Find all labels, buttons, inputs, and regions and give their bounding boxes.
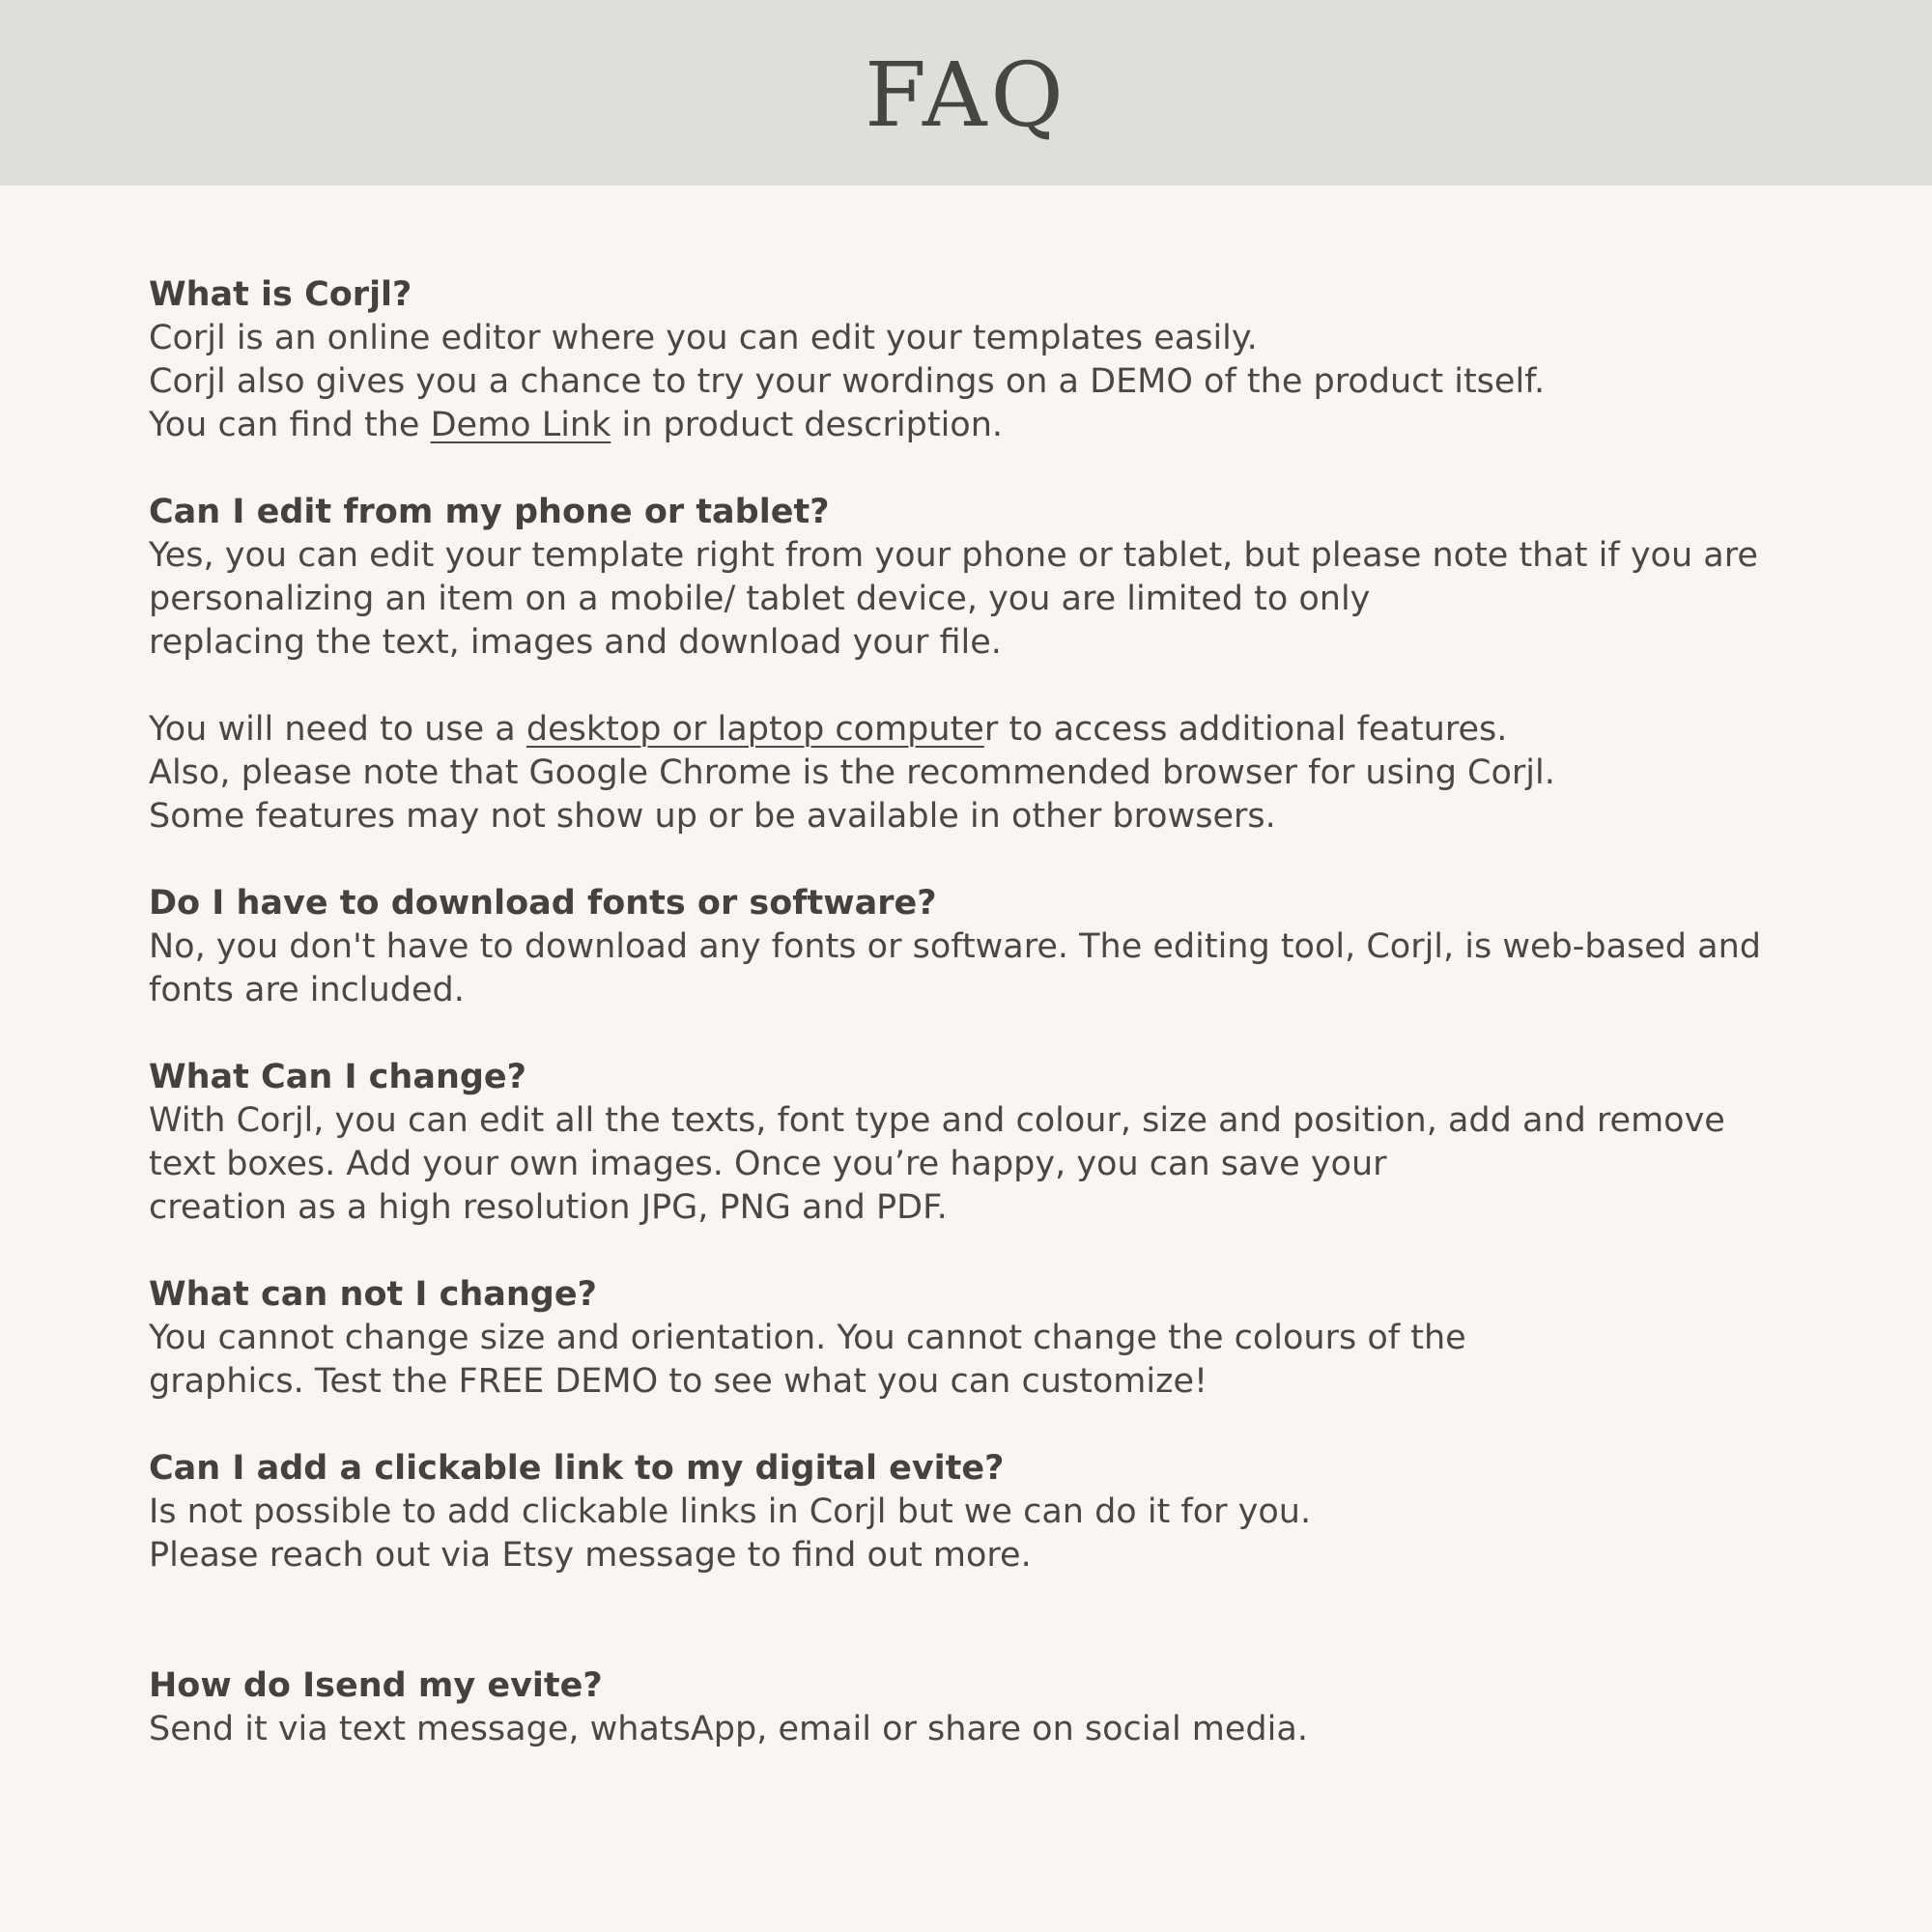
faq-item-clickable-link (149, 1447, 1888, 1577)
faq-answer-line: fonts are included. (149, 971, 465, 1009)
faq-answer-line: You cannot change size and orientation. You cannot change the colours of the (149, 1319, 1466, 1357)
faq-item-send-evite (149, 1664, 1888, 1751)
faq-answer-line: creation as a high resolution JPG, PNG and PDF. (149, 1188, 948, 1227)
faq-answer-line: Send it via text message, whatsApp, email or share on social media. (149, 1710, 1308, 1748)
faq-answer-line: Some features may not show up or be available in other browsers. (149, 797, 1276, 836)
faq-answer-line: Also, please note that Google Chrome is the recommended browser for using Corjl. (149, 753, 1555, 792)
text-segment: in product description. (611, 406, 1004, 444)
faq-answer-line (149, 708, 1888, 752)
faq-item-phone-tablet (149, 491, 1888, 838)
faq-answer-line: With Corjl, you can edit all the texts, font type and colour, size and position, add and remove (149, 1101, 1725, 1140)
faq-item-what-cannot-change (149, 1273, 1888, 1404)
desktop-laptop-link[interactable]: desktop or laptop compute (526, 710, 984, 749)
faq-item-fonts-software (149, 882, 1888, 1012)
faq-question: What is Corjl? (149, 275, 412, 314)
faq-question: Can I add a clickable link to my digital evite? (149, 1449, 1005, 1488)
faq-list (149, 273, 1888, 1751)
faq-answer-line: personalizing an item on a mobile/ tablet device, you are limited to only (149, 580, 1371, 618)
faq-question: How do Isend my evite? (149, 1666, 603, 1705)
faq-answer-line: Corjl also gives you a chance to try your wordings on a DEMO of the product itself. (149, 362, 1546, 401)
text-segment: You will need to use a (149, 710, 526, 749)
faq-answer-line: replacing the text, images and download your file. (149, 623, 1002, 662)
faq-answer-line: No, you don't have to download any fonts or software. The editing tool, Corjl, is web-based and (149, 927, 1761, 966)
faq-answer-line: Corjl is an online editor where you can edit your templates easily. (149, 319, 1258, 357)
faq-question: What can not I change? (149, 1275, 597, 1314)
faq-answer-line: graphics. Test the FREE DEMO to see what you can customize! (149, 1362, 1208, 1401)
faq-answer-line: text boxes. Add your own images. Once you’re happy, you can save your (149, 1145, 1387, 1183)
faq-item-what-can-change (149, 1056, 1888, 1230)
faq-question: Can I edit from my phone or tablet? (149, 493, 830, 531)
demo-link[interactable]: Demo Link (430, 406, 611, 444)
faq-answer-line: Please reach out via Etsy message to find out more. (149, 1536, 1032, 1575)
faq-answer-line: Yes, you can edit your template right from your phone or tablet, but please note that if you are (149, 536, 1758, 575)
faq-answer-line: Is not possible to add clickable links in Corjl but we can do it for you. (149, 1492, 1312, 1531)
text-segment: You can find the (149, 406, 431, 444)
header-bar (0, 0, 1932, 185)
text-segment: r to access additional features. (983, 710, 1508, 749)
faq-item-corjl (149, 273, 1888, 447)
page-title: FAQ (865, 43, 1067, 147)
faq-question: What Can I change? (149, 1058, 526, 1096)
faq-answer-line (149, 404, 1888, 447)
faq-question: Do I have to download fonts or software? (149, 884, 937, 923)
